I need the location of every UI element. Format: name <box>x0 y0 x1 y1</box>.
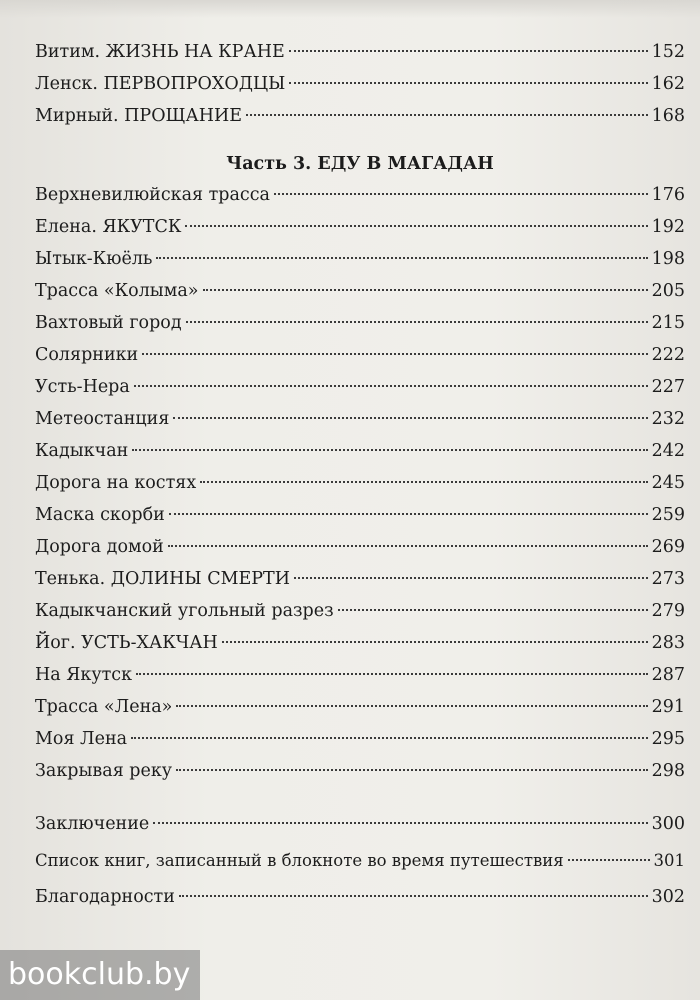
toc-entry-page: 162 <box>651 74 685 94</box>
toc-dot-leader <box>173 417 647 419</box>
toc-dot-leader <box>274 193 648 195</box>
toc-entry-page: 227 <box>651 377 685 397</box>
toc-entry-page: 301 <box>653 851 685 870</box>
toc-entry <box>35 309 685 337</box>
toc-entry-page: 192 <box>651 217 685 237</box>
toc-dot-leader <box>200 481 647 483</box>
toc-entry-page: 245 <box>651 473 685 493</box>
toc-dot-leader <box>176 705 647 707</box>
toc-dot-leader <box>289 50 648 52</box>
toc-entry-title: Тенька. ДОЛИНЫ СМЕРТИ <box>35 569 290 589</box>
toc-entry <box>35 469 685 497</box>
toc-entry-page: 287 <box>651 665 685 685</box>
toc-entry-title: Солярники <box>35 345 139 365</box>
toc-entry-title: Моя Лена <box>35 729 128 749</box>
toc-entry-page: 198 <box>651 249 685 269</box>
toc-dot-leader <box>246 114 648 116</box>
toc-entry-page: 300 <box>651 814 685 834</box>
toc-entry <box>35 810 685 838</box>
toc-dot-leader <box>132 449 647 451</box>
toc-entry <box>35 757 685 785</box>
toc-entry-title: Заключение <box>35 814 150 834</box>
toc-entry-title: Метеостанция <box>35 409 170 429</box>
toc-dot-leader <box>568 859 650 861</box>
page-top-shadow <box>0 0 700 18</box>
toc-dot-leader <box>131 737 647 739</box>
toc-entry-page: 176 <box>651 185 685 205</box>
toc-entry-title: Ытык-Кюёль <box>35 249 153 269</box>
toc-entry-page: 259 <box>651 505 685 525</box>
toc-entry-title: Благодарности <box>35 887 175 907</box>
toc-entry <box>35 629 685 657</box>
toc-entry <box>35 661 685 689</box>
toc-entry <box>35 245 685 273</box>
toc-entry <box>35 847 685 875</box>
toc-entry-page: 302 <box>651 887 685 907</box>
toc-dot-leader <box>186 321 648 323</box>
toc-entry <box>35 501 685 529</box>
toc-entry-title: Ленск. ПЕРВОПРОХОДЦЫ <box>35 74 286 94</box>
toc-entry <box>35 70 685 98</box>
toc-entry-title: Дорога на костях <box>35 473 197 493</box>
toc-entry-page: 269 <box>651 537 685 557</box>
toc-entry <box>35 38 685 66</box>
toc-entry <box>35 725 685 753</box>
toc-entry-title: Маска скорби <box>35 505 165 525</box>
toc-entry-title: Йог. УСТЬ-ХАКЧАН <box>35 633 218 653</box>
toc-entry-page: 168 <box>651 106 685 126</box>
toc-entry-page: 222 <box>651 345 685 365</box>
toc-entry-page: 291 <box>651 697 685 717</box>
toc-entry <box>35 437 685 465</box>
toc-dot-leader <box>168 545 648 547</box>
toc-entry <box>35 883 685 911</box>
toc-entry-title: Список книг, записанный в блокноте во время путешествия <box>35 851 564 870</box>
toc-dot-leader <box>156 257 647 259</box>
toc-entry-title: Елена. ЯКУТСК <box>35 217 182 237</box>
toc-entry-title: Трасса «Лена» <box>35 697 173 717</box>
toc-entry-title: Закрывая реку <box>35 761 173 781</box>
toc-entry <box>35 277 685 305</box>
toc-entry-title: Мирный. ПРОЩАНИЕ <box>35 106 243 126</box>
toc-dot-leader <box>142 353 647 355</box>
toc-entry-title: Кадыкчан <box>35 441 129 461</box>
toc-entry <box>35 341 685 369</box>
toc-entry-title: Вахтовый город <box>35 313 182 333</box>
toc-entry <box>35 533 685 561</box>
toc-entry <box>35 565 685 593</box>
toc-entry-title: Трасса «Колыма» <box>35 281 199 301</box>
section-heading: Часть 3. ЕДУ В МАГАДАН <box>226 154 494 174</box>
toc-entry-title: Дорога домой <box>35 537 164 557</box>
toc-entry-title: Верхневилюйская трасса <box>35 185 270 205</box>
toc-dot-leader <box>136 673 648 675</box>
toc-entry-title: На Якутск <box>35 665 133 685</box>
toc-entry <box>35 181 685 209</box>
toc-entry-page: 232 <box>651 409 685 429</box>
toc-entry-page: 295 <box>651 729 685 749</box>
toc-dot-leader <box>222 641 648 643</box>
toc-dot-leader <box>169 513 648 515</box>
toc-entry-page: 279 <box>651 601 685 621</box>
toc-dot-leader <box>338 609 648 611</box>
toc-entry-page: 205 <box>651 281 685 301</box>
toc-dot-leader <box>176 769 648 771</box>
toc-entry-page: 273 <box>651 569 685 589</box>
toc-entry-title: Кадыкчанский угольный разрез <box>35 601 334 621</box>
toc-dot-leader <box>153 822 647 824</box>
toc-entry-page: 298 <box>651 761 685 781</box>
toc-entry <box>35 373 685 401</box>
toc-entry-title: Усть-Нера <box>35 377 130 397</box>
toc-entry <box>35 102 685 130</box>
toc-entry <box>35 405 685 433</box>
toc-entry <box>35 597 685 625</box>
toc-dot-leader <box>134 385 648 387</box>
toc-entry <box>35 693 685 721</box>
toc-entry-page: 242 <box>651 441 685 461</box>
toc-entry-page: 283 <box>651 633 685 653</box>
toc-entry-page: 152 <box>651 42 685 62</box>
toc-dot-leader <box>185 225 647 227</box>
toc-entry <box>35 213 685 241</box>
toc-entry-page: 215 <box>651 313 685 333</box>
toc-dot-leader <box>179 895 648 897</box>
toc-entry-title: Витим. ЖИЗНЬ НА КРАНЕ <box>35 42 285 62</box>
toc-dot-leader <box>294 577 648 579</box>
site-watermark: bookclub.by <box>0 950 200 1000</box>
toc-dot-leader <box>203 289 648 291</box>
toc-dot-leader <box>289 82 647 84</box>
